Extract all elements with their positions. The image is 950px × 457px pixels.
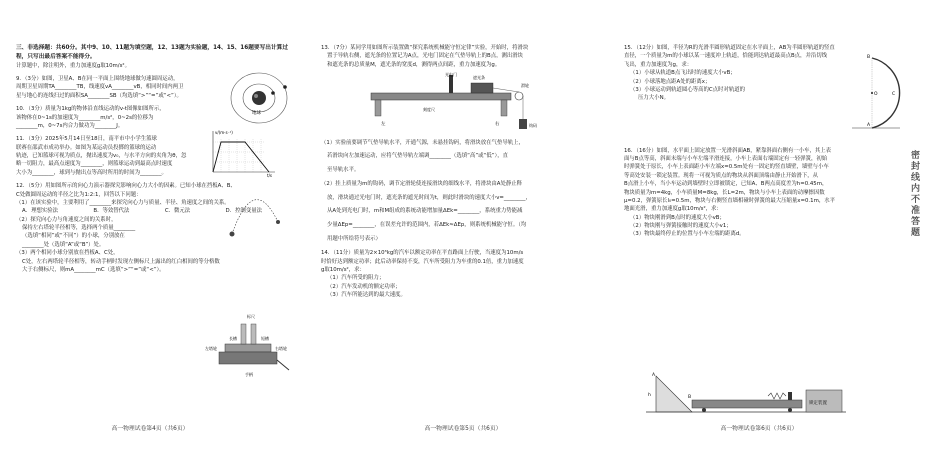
earth-label: 地球 xyxy=(252,111,261,116)
semicircle-track-figure xyxy=(852,52,902,134)
option-b: B．等效替代法 xyxy=(93,208,130,215)
spring-icon xyxy=(768,393,786,399)
label-a: A xyxy=(867,123,871,128)
label-scale: 刻度尺 xyxy=(423,107,435,113)
label-long-slot: 长槽 xyxy=(229,336,237,341)
label-incline-b: B xyxy=(688,395,692,400)
orbit-figure xyxy=(228,70,290,126)
earth-icon xyxy=(252,91,266,105)
air-track-figure xyxy=(361,71,541,133)
cart-icon xyxy=(692,400,802,408)
label-lock: 锁定装置 xyxy=(809,401,827,406)
label-photogate: 光电门 xyxy=(445,72,457,78)
label-h: h xyxy=(648,393,651,398)
label-c: C xyxy=(892,92,896,97)
question-15: 15．（12分）如图，半径为R的光滑半圆形轨道固定在水平面上，AB为半圆形轨道的竖直 直径，一个质量为m的小球以某一速度冲上轨道，恰能到达轨道最高点B点，并沿切线 飞出，重力加速度为g，求： （1）小球从轨道B点飞出时的速度大小vB； （2）小球落地点距A处的距离x； （3）小球运动到轨道圆心等高的C点时对轨道的 压力大小N。 xyxy=(624,45,835,102)
question-11: 11．（3分）2025年5月14日至18日，南平市中小学生篮球 联赛在邵武市成功举办。如图为某运动员投掷的篮球的运动 轨迹，已知篮球可视为质点，抛出速度为v₀，与水平方向的夹角为θ，忽 略一切阻力，最高点速度为________，则篮球运动到最高点时速度 大小为________，球到与抛出点等高时所用的时间为________。 xyxy=(16,136,187,176)
label-shade: 遮光条 xyxy=(473,75,485,81)
footer-page-5: 高一物理试卷第5页（共6页） xyxy=(424,426,502,432)
page-5 xyxy=(313,0,613,457)
gravity-hint: 计算题中，除注明外，重力加速度g取10m/s²。 xyxy=(16,62,130,69)
seal-line-notice: 密封线内不准答题 xyxy=(909,150,919,238)
question-10: 10．（3分）质量为1kg的物体沿直线运动的v-t图像如图所示， 该物体在0~1s的加速度为________m/s²，0~2s的位移为 ________m，0~7s内合力做功为________J。 xyxy=(16,106,165,129)
satellite-b-icon xyxy=(283,85,287,89)
hook-weight-icon xyxy=(519,119,527,129)
section-heading: 三、非选择题：共60分。其中9、10、11题为填空题，12、13题为实验题，14、15、16题要写出计算过程，只写出最后答案不能得分。 xyxy=(16,45,289,60)
label-right: 右 xyxy=(495,122,500,128)
label-handle: 手柄 xyxy=(245,372,253,377)
question-9: 9．（3分）如图，卫星A、B在同一平面上围绕地球做匀速圆周运动， 周期卫星周期TA________TB，线速度vA________vB，相同时间内两卫 星与地心的连线扫过的面积SA________SB（均选填“>”“=”或“<”）。 xyxy=(16,76,184,99)
label-pulley: 滑轮 xyxy=(521,83,529,89)
photogate-icon xyxy=(449,75,453,93)
label-left-wheel: 左塔轮 xyxy=(205,346,217,351)
v-axis-label: v/(m·s⁻¹) xyxy=(215,130,233,135)
question-12: 12．（5分）用如图所示的向心力演示器探究影响向心力大小的因素。已知小球在挡板A、B、 C处做圆周运动的半径之比为1:2:1，回答以下问题： （1）在该实验中，主要利用了________来探究向心力与质量、半径、角速度之间的关系。 A．理想实验法 B．等效替代法 C．微元法 D．控制变量法 （2）探究向心力与角速度之间的关系时， 保持左右塔轮半径相等，选择两个质量________ （选填“相同”或“不同”）的小球，分别放在 ________处（选填“A”或“B”）处。 （3）两个相同小球分别放在挡板A、C处， C处，左右两塔轮半径相等，转动手柄时发现左侧标尺上露出的红白相间的等分格数 大于右侧标尺，则mA________mC（选填“>”“=”或“<”）。 xyxy=(16,182,292,274)
velocity-line xyxy=(213,142,269,172)
t-axis-label: t/s xyxy=(267,173,272,178)
option-d: D．控制变量法 xyxy=(225,208,262,215)
label-incline-a: A xyxy=(652,373,656,378)
footer-page-4: 高一物理试卷第4页（共6页） xyxy=(111,426,189,432)
satellite-a-icon xyxy=(271,91,275,95)
footer-page-6: 高一物理试卷第6页（共6页） xyxy=(720,426,798,432)
question-13-parts: （1）实验前要调节气垫导轨水平，开通气源，未悬挂钩码，将滑块放在气垫导轨上， 若滑块向左加速运动，应将气垫导轨左端调________（选填“高”或“低”），直 至导轨水平。 （2）挂上质量为m的钩码，调节定滑轮使连接滑块的细线水平，将滑块由A处静止释 放，滑块通过光电门时，遮光条的遮光时间为t，则此时滑块的速度大小v=________， 从A处到光电门时，m和M组成的系统动能增加量ΔEk=________，系统重力势能减 少量ΔEp=________，在误差允许的范围内，若ΔEk≈ΔEp，则系统机械能守恒。（均 用题中所给符号表示） xyxy=(321,139,531,242)
incline-cart-figure xyxy=(646,368,846,420)
label-b: B xyxy=(867,55,871,60)
vt-graph xyxy=(205,128,277,178)
question-14: 14．（11分）质量为2×10³kg的汽车以额定功率在平直路面上行驶，当速度为10m/s 时恰好达到额定功率；此后动率保持不变，汽车所受阻力为车重的0.1倍，重力加速度 g取10m/s²，求： （1）汽车所受的阻力； （2）汽车发动机的额定功率； （3）汽车所能达到的最大速度。 xyxy=(321,250,524,299)
page-4 xyxy=(0,0,300,457)
basketball-trajectory xyxy=(226,182,286,238)
option-a: A．理想实验法 xyxy=(22,208,59,215)
label-ruler: 标尺 xyxy=(247,314,255,319)
glider-icon xyxy=(471,83,493,93)
question-16: 16．（16分）如图，水平面上固定放置一光滑斜面AB，紧靠斜面右侧有一小车，其上表 面与B点等高，斜面末端与小车左端平滑连接，小车上表面右端固定有一轻弹簧，初始 时弹簧处于原长，小车上表面距小车左端x=0.5m处有一固定的竖直墙壁，墙壁与小车 等高处安装一锁定装置。现将一可视为质点的物块从斜面顶端由静止开始滑下，从 B点滑上小车，当小车运动到墙壁时立即被锁定，已知A、B两点高度差为h=0.45m， 物块质量为m=4kg，小车质量M=8kg，长L=2m，物块与小车上表面的动摩擦因数 μ=0.2，弹簧原长l₀=0.5m，物块与右侧竖直墙相碰时弹簧的最大压缩量x=0.1m，水平 地面光滑，重力加速度g取10m/s²，求： （1）物块刚滑到B点时的速度大小vB； （2）物块刚与弹簧接触时的速度大小v1； （3）物块最终停止的位置与小车左端的距离d。 xyxy=(624,147,835,238)
label-o: O xyxy=(874,92,878,97)
label-short-slot: 短槽 xyxy=(261,336,269,341)
page-6 xyxy=(616,0,902,457)
pulley-icon xyxy=(515,92,523,100)
centripetal-rig xyxy=(205,310,295,380)
ball-icon xyxy=(230,232,235,237)
label-right-wheel: 右塔轮 xyxy=(275,346,287,351)
option-c: C．微元法 xyxy=(164,208,191,215)
question-13: 13．（7分）某同学用如图所示装置做“探究系统机械能守恒定律”实验，开始时，将滑块 置于导轨右侧，遮光条的位置记为A点，光电门固定在气垫导轨上的B点，测出滑块 和遮光条的总质量M，遮光条的宽度d，测得两点间距，重力加速度为g。 xyxy=(321,45,529,68)
label-weight: 钩码 xyxy=(529,123,537,129)
label-left: 左 xyxy=(381,122,386,128)
